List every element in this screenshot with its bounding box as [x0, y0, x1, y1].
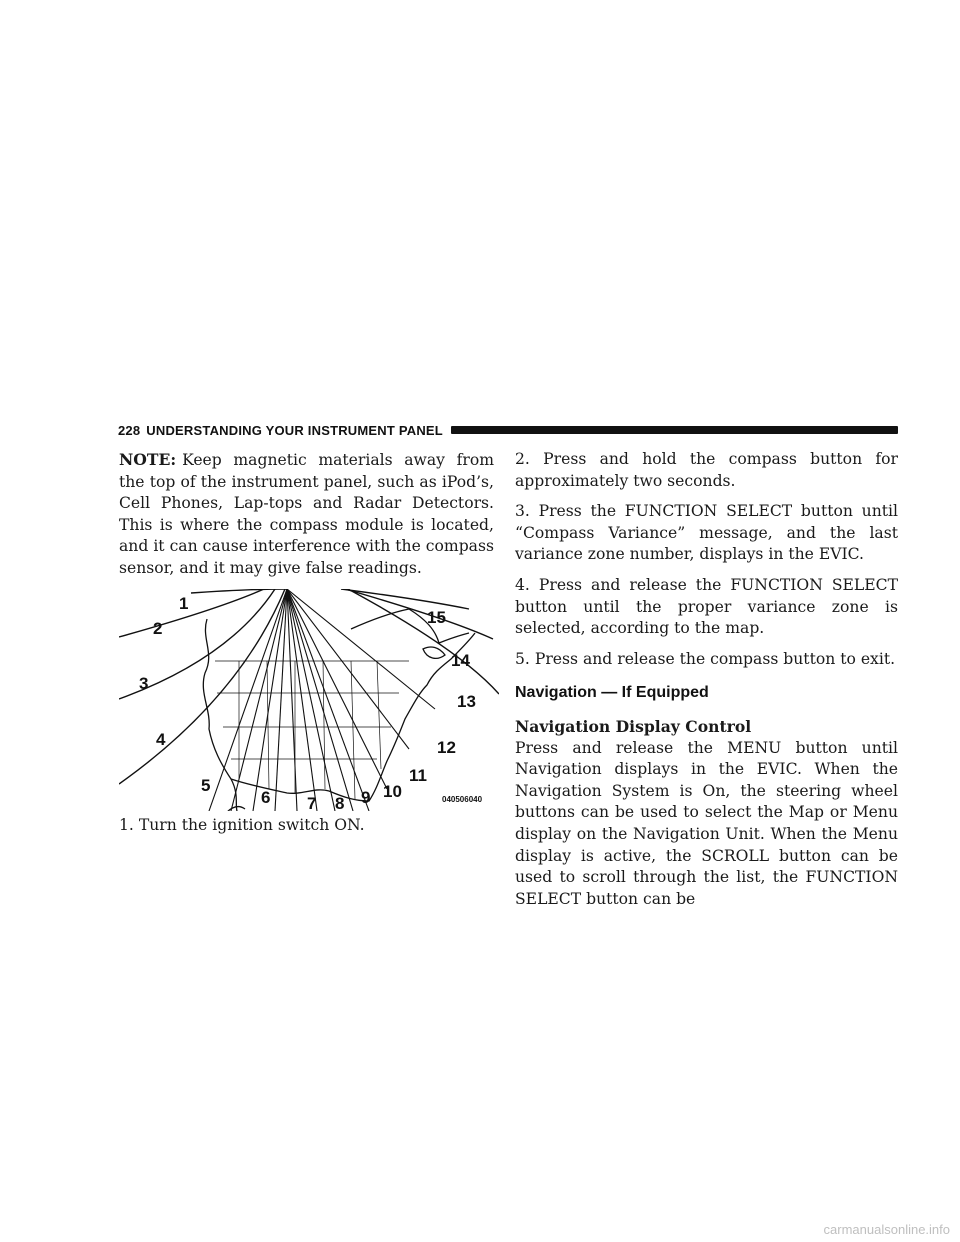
zone-label-1: 1 [179, 593, 189, 613]
zone-lines [209, 589, 435, 811]
zone-label-7: 7 [307, 793, 317, 811]
right-column [515, 449, 898, 919]
zone-label-15: 15 [427, 607, 446, 627]
zone-label-10: 10 [383, 781, 402, 801]
left-column [119, 449, 494, 845]
zone-label-4: 4 [156, 729, 166, 749]
zone-label-2: 2 [153, 618, 163, 638]
zone-label-14: 14 [451, 650, 470, 670]
navigation-heading: Navigation — If Equipped [515, 684, 709, 702]
zone-label-8: 8 [335, 793, 345, 811]
zone-label-9: 9 [361, 787, 371, 807]
navigation-display-control-heading: Navigation Display Control [515, 716, 752, 736]
step-1: 1. Turn the ignition switch ON. [119, 815, 365, 834]
header-rule [451, 426, 898, 434]
note-text: Keep magnetic materials away from the top of the instrument panel, such as iPod’s, Cell Phones, Lap-tops and Radar Detectors. This is where the compass module is located, and it can cause interference with the compass sensor, and it may give false readings. [119, 451, 494, 577]
zone-label-5: 5 [201, 775, 211, 795]
step-4: 4. Press and release the FUNCTION SELECT button until the proper variance zone is selected, according to the map. [515, 575, 898, 638]
zone-label-3: 3 [139, 673, 149, 693]
watermark[interactable]: carmanualsonline.info [823, 1222, 950, 1237]
zone-label-13: 13 [457, 691, 476, 711]
step-2: 2. Press and hold the compass button for approximately two seconds. [515, 450, 898, 490]
compass-variance-map [119, 589, 499, 811]
page-header [118, 421, 898, 439]
zone-label-12: 12 [437, 737, 456, 757]
step-5: 5. Press and release the compass button to exit. [515, 649, 896, 668]
zone-label-6: 6 [261, 787, 271, 807]
step-3: 3. Press the FUNCTION SELECT button until “Compass Variance” message, and the last variance zone number, displays in the EVIC. [515, 502, 898, 564]
zone-label-group [139, 594, 476, 811]
note-paragraph [119, 449, 494, 580]
figure-id: 040506040 [442, 794, 483, 804]
variance-map-svg [119, 589, 499, 811]
page-number: 228 [118, 422, 141, 438]
navigation-body: Press and release the MENU button until Navigation displays in the EVIC. When the Navigation System is On, the steering wheel buttons can be used to select the Map or Menu display on the Navigation Unit. When the Menu display is active, the SCROLL button can be used to scroll through the list, the FUNCTION SELECT button can be [515, 738, 898, 908]
note-label: NOTE: [119, 450, 177, 469]
section-title: UNDERSTANDING YOUR INSTRUMENT PANEL [146, 422, 443, 438]
zone-label-11: 11 [409, 765, 427, 785]
